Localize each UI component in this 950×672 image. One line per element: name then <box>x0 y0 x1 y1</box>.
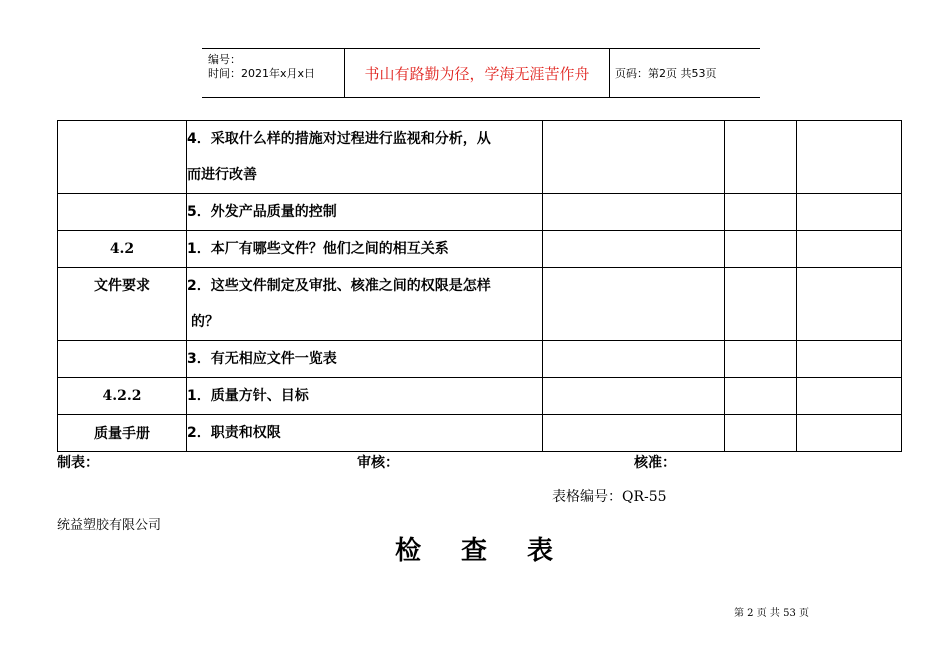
time-label: 时间：2021年x月x日 <box>208 67 316 80</box>
table-row <box>58 194 902 231</box>
table-row <box>58 268 902 341</box>
clause-cell: 文件要求 <box>58 268 187 341</box>
check-item-text: 1．本厂有哪些文件？他们之间的相互关系 <box>187 241 449 257</box>
check-item-cell <box>187 341 543 378</box>
blank-cell <box>725 194 797 231</box>
check-item-text: 2．这些文件制定及审批、核准之间的权限是怎样 <box>187 278 491 294</box>
blank-cell <box>797 194 902 231</box>
blank-cell <box>797 415 902 452</box>
check-item-cell <box>187 231 543 268</box>
check-item-text: 2．职责和权限 <box>187 425 281 441</box>
reviewed-by-label: 审核： <box>357 455 399 471</box>
check-item-text: 1．质量方针、目标 <box>187 388 309 404</box>
clause-cell: 质量手册 <box>58 415 187 452</box>
clause-cell <box>58 121 187 194</box>
blank-cell <box>543 341 725 378</box>
check-item-continuation: 的？ <box>191 314 219 330</box>
check-item-text: 3．有无相应文件一览表 <box>187 351 337 367</box>
checklist-table <box>57 120 902 452</box>
table-row <box>58 378 902 415</box>
table-row <box>58 121 902 194</box>
header-motto: 书山有路勤为径，学海无涯苦作舟 <box>344 49 610 97</box>
document-header <box>202 48 760 98</box>
check-item-text: 4．采取什么样的措施对过程进行监视和分析，从 <box>187 131 491 147</box>
check-item-continuation: 而进行改善 <box>187 167 257 183</box>
blank-cell <box>543 231 725 268</box>
table-row <box>58 341 902 378</box>
blank-cell <box>725 341 797 378</box>
blank-cell <box>543 268 725 341</box>
check-item-cell <box>187 194 543 231</box>
clause-cell <box>58 341 187 378</box>
check-item-text: 5．外发产品质量的控制 <box>187 204 337 220</box>
check-item-cell <box>187 121 543 194</box>
blank-cell <box>543 415 725 452</box>
blank-cell <box>725 268 797 341</box>
prepared-by-label: 制表： <box>57 455 99 471</box>
blank-cell <box>543 378 725 415</box>
blank-cell <box>543 194 725 231</box>
code-label: 编号： <box>208 53 241 66</box>
table-row <box>58 415 902 452</box>
company-name: 统益塑胶有限公司 <box>57 518 162 533</box>
clause-cell: 4.2 <box>58 231 187 268</box>
blank-cell <box>725 121 797 194</box>
page-title: 检查表 <box>395 536 594 566</box>
header-meta-cell <box>202 49 344 97</box>
blank-cell <box>797 121 902 194</box>
header-page-info: 页码：第2页 共53页 <box>615 67 717 80</box>
footer-page-number: 第 2 页 共 53 页 <box>734 608 809 619</box>
check-item-cell <box>187 268 543 341</box>
blank-cell <box>543 121 725 194</box>
blank-cell <box>797 268 902 341</box>
blank-cell <box>725 231 797 268</box>
blank-cell <box>725 415 797 452</box>
check-item-cell <box>187 378 543 415</box>
clause-cell <box>58 194 187 231</box>
approved-by-label: 核准： <box>634 455 676 471</box>
form-number: 表格编号：QR-55 <box>552 489 667 505</box>
clause-cell: 4.2.2 <box>58 378 187 415</box>
check-item-cell <box>187 415 543 452</box>
blank-cell <box>797 341 902 378</box>
blank-cell <box>725 378 797 415</box>
blank-cell <box>797 378 902 415</box>
blank-cell <box>797 231 902 268</box>
table-row <box>58 231 902 268</box>
